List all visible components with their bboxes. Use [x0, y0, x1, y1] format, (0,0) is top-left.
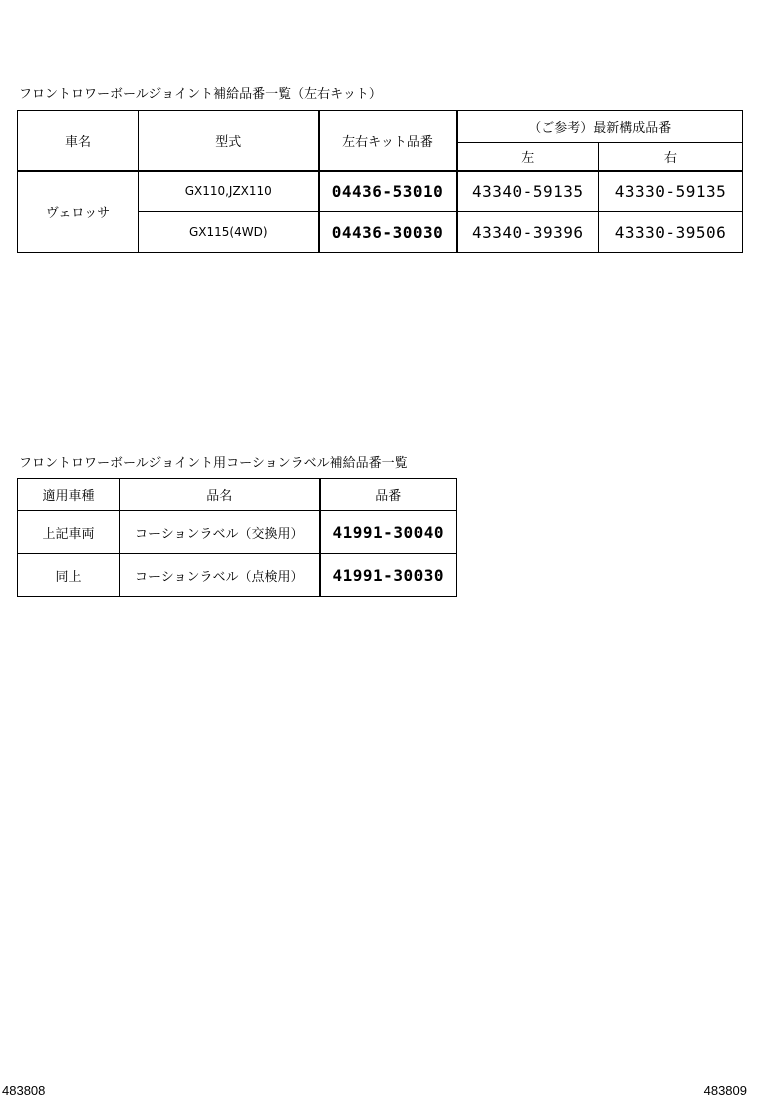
- part-cell: 41991-30040: [320, 511, 457, 554]
- table-row: [18, 511, 457, 554]
- header-name: 品名: [120, 479, 320, 511]
- footer-left-code: 483808: [2, 1083, 46, 1098]
- header-applicable: 適用車種: [18, 479, 120, 511]
- left-part-cell: 43340-39396: [457, 212, 599, 253]
- header-right: 右: [599, 143, 743, 171]
- vehicle-name: ヴェロッサ: [18, 171, 139, 253]
- right-part-cell: 43330-59135: [599, 171, 743, 212]
- footer-right-code: 483809: [703, 1083, 747, 1098]
- right-part-cell: 43330-39506: [599, 212, 743, 253]
- table1-title: フロントロワーボールジョイント補給品番一覧（左右キット）: [19, 87, 382, 102]
- header-part: 品番: [320, 479, 457, 511]
- model-cell: GX115(4WD): [139, 212, 319, 253]
- applicable-cell: 同上: [18, 554, 120, 597]
- table-row: [18, 554, 457, 597]
- header-reference: （ご参考）最新構成品番: [457, 111, 743, 143]
- left-part-cell: 43340-59135: [457, 171, 599, 212]
- caution-label-table: [17, 478, 457, 597]
- header-vehicle: 車名: [18, 111, 139, 171]
- part-cell: 41991-30030: [320, 554, 457, 597]
- header-left: 左: [457, 143, 599, 171]
- name-cell: コーションラベル（点検用）: [120, 554, 320, 597]
- model-cell: GX110,JZX110: [139, 171, 319, 212]
- kit-part-cell: 04436-30030: [319, 212, 457, 253]
- header-kit-part: 左右キット品番: [319, 111, 457, 171]
- name-cell: コーションラベル（交換用）: [120, 511, 320, 554]
- applicable-cell: 上記車両: [18, 511, 120, 554]
- ball-joint-kit-table: [17, 110, 743, 253]
- table-row: [18, 171, 743, 212]
- kit-part-cell: 04436-53010: [319, 171, 457, 212]
- table2-title: フロントロワーボールジョイント用コーションラベル補給品番一覧: [19, 456, 408, 471]
- header-model: 型式: [139, 111, 319, 171]
